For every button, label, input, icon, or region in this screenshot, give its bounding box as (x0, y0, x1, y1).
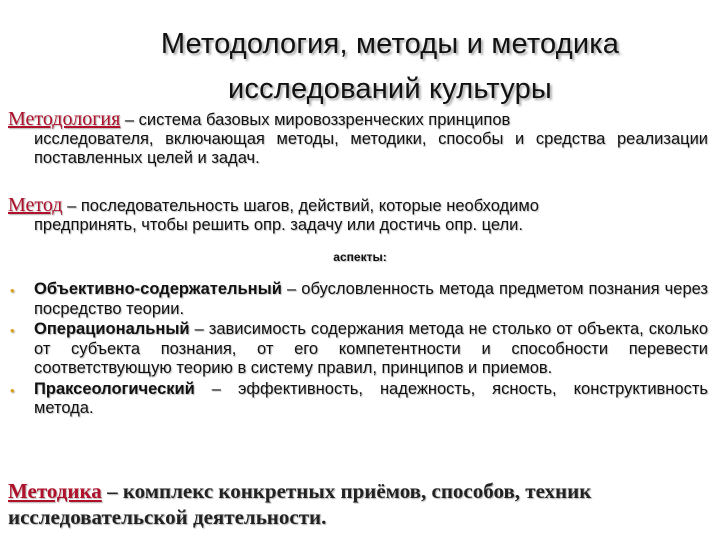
definition-methodika (8, 478, 708, 530)
methodology-rest-text: исследователя, включающая методы, методики, способы и средства реализации поставленных целей и задач. (34, 130, 708, 167)
term-methodika: Методика (8, 479, 102, 503)
aspect-text: – обусловленность метода предметом познания через посредство теории. (34, 280, 708, 318)
aspects-label: аспекты: (333, 250, 387, 264)
aspect-item (10, 320, 708, 379)
bullet-dot-icon: • (10, 323, 15, 338)
aspect-item (10, 380, 708, 419)
methodika-text: – комплекс конкретных приёмов, способов, техник исследовательской деятельности. (8, 479, 592, 529)
definition-methodology (8, 110, 708, 168)
aspect-term: Праксеологический (34, 379, 195, 398)
aspects-list (10, 280, 708, 420)
aspect-item (10, 280, 708, 319)
bullet-dot-icon: • (10, 283, 15, 298)
title-line-1: Методология, методы и методика (160, 28, 620, 60)
methodology-dash-text: – система базовых мировоззренческих принципов (120, 111, 511, 129)
method-dash-text: – последовательность шагов, действий, которые необходимо (62, 197, 539, 215)
title-line-2: исследований культуры (228, 73, 552, 105)
term-methodology: Методология (8, 108, 121, 130)
definition-method (8, 196, 708, 235)
aspect-term: Операциональный (34, 320, 190, 338)
method-rest-text: предпринять, чтобы решить опр. задачу или достичь опр. цели. (34, 216, 523, 234)
aspect-text: – зависимость содержания метода не столько от объекта, сколько от субъекта познания, от его компетентности и способности перевести соответствующую теорию в систему правил, принципов и приемов. (34, 320, 708, 377)
aspect-text: – эффективность, надежность, ясность, конструктивность метода. (34, 379, 708, 417)
term-method: Метод (8, 194, 63, 216)
bullet-dot-icon: • (10, 382, 15, 398)
aspect-term: Объективно-содержательный (34, 280, 282, 298)
slide-title (0, 22, 720, 112)
